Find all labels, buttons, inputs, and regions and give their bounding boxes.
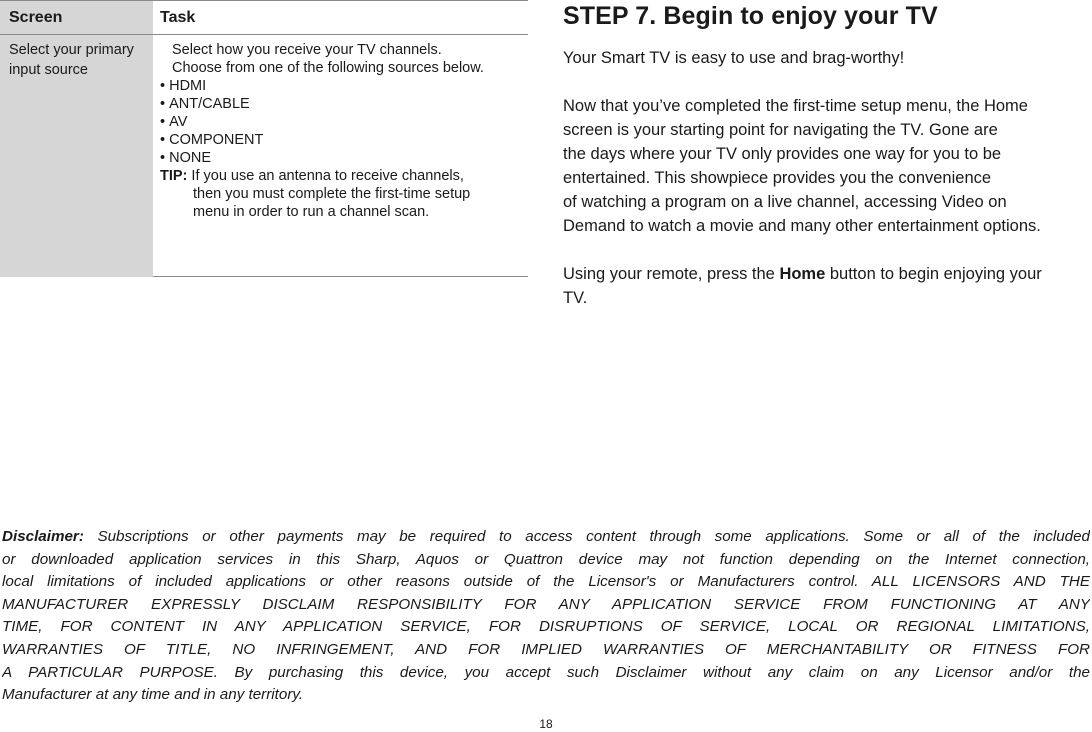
paragraph-line: Your Smart TV is easy to use and brag-worthy! — [563, 49, 905, 67]
paragraph-line: Demand to watch a movie and many other entertainment options. — [563, 217, 1041, 235]
paragraph-line: the days where your TV only provides one way for you to be — [563, 145, 1002, 163]
disclaimer-line: TIME, FOR CONTENT IN ANY APPLICATION SERVICE, FOR DISRUPTIONS OF SERVICE, LOCAL OR REGIONAL LIMITATIONS, — [2, 618, 1090, 636]
home-button-label: Home — [779, 265, 826, 283]
source-item-av: • AV — [160, 113, 528, 131]
screen-cell: Select your primary input source — [0, 35, 153, 277]
paragraph-line: screen is your starting point for navigating the TV. Gone are — [563, 121, 998, 139]
paragraph-line — [563, 262, 1092, 286]
paragraph-line: of watching a program on a live channel, accessing Video on — [563, 193, 1007, 211]
task-cell — [160, 41, 528, 221]
tip-line: then you must complete the first-time setup — [193, 186, 471, 202]
tip-line — [160, 167, 528, 185]
tip-label: TIP: — [160, 168, 188, 184]
step-instruction-paragraph — [563, 262, 1092, 310]
source-item-component: • COMPONENT — [160, 131, 528, 149]
paragraph-line: Now that you’ve completed the first-time setup menu, the Home — [563, 97, 1028, 115]
page-number: 18 — [539, 717, 553, 731]
disclaimer-line — [2, 526, 1090, 549]
disclaimer-label: Disclaimer: — [2, 528, 84, 545]
step-intro-paragraph — [563, 46, 1092, 70]
source-item-none: • NONE — [160, 149, 528, 167]
disclaimer-line: Manufacturer at any time and in any territory. — [2, 686, 304, 704]
column-header-task: Task — [160, 9, 196, 26]
tip-text: If you use an antenna to receive channels, — [191, 168, 464, 184]
disclaimer — [2, 526, 1090, 707]
disclaimer-text: Subscriptions or other payments may be required to access content through some applications. Some or all of the included — [83, 528, 1090, 545]
task-intro-line: Select how you receive your TV channels. — [172, 42, 442, 58]
task-intro-line: Choose from one of the following sources below. — [172, 60, 484, 76]
instruction-text: button to begin enjoying your — [825, 265, 1042, 283]
tip-line: menu in order to run a channel scan. — [193, 204, 430, 220]
disclaimer-line: MANUFACTURER EXPRESSLY DISCLAIM RESPONSIBILITY FOR ANY APPLICATION SERVICE FROM FUNCTIONING AT ANY — [2, 595, 1090, 613]
instruction-text: Using your remote, press the — [563, 265, 780, 283]
source-item-hdmi: • HDMI — [160, 77, 528, 95]
paragraph-line: entertained. This showpiece provides you the convenience — [563, 169, 992, 187]
disclaimer-line: local limitations of included applications or other reasons outside of the Licensor's or Manufacturers control. ALL LICENSORS AND THE — [2, 573, 1090, 591]
disclaimer-line: WARRANTIES OF TITLE, NO INFRINGEMENT, AND FOR IMPLIED WARRANTIES OF MERCHANTABILITY OR FITNESS FOR — [2, 640, 1090, 658]
setup-table — [0, 0, 528, 277]
column-header-screen: Screen — [0, 1, 153, 34]
step-body-paragraph — [563, 94, 1092, 238]
disclaimer-line: A PARTICULAR PURPOSE. By purchasing this device, you accept such Disclaimer without any claim on any Licensor and/or the — [2, 663, 1090, 681]
paragraph-line: TV. — [563, 289, 588, 307]
table-header — [0, 1, 528, 35]
step-title: STEP 7. Begin to enjoy your TV — [563, 2, 938, 30]
disclaimer-line: or downloaded application services in this Sharp, Aquos or Quattron device may not function depending on the Internet connection, — [2, 550, 1090, 568]
source-item-ant-cable: • ANT/CABLE — [160, 95, 528, 113]
